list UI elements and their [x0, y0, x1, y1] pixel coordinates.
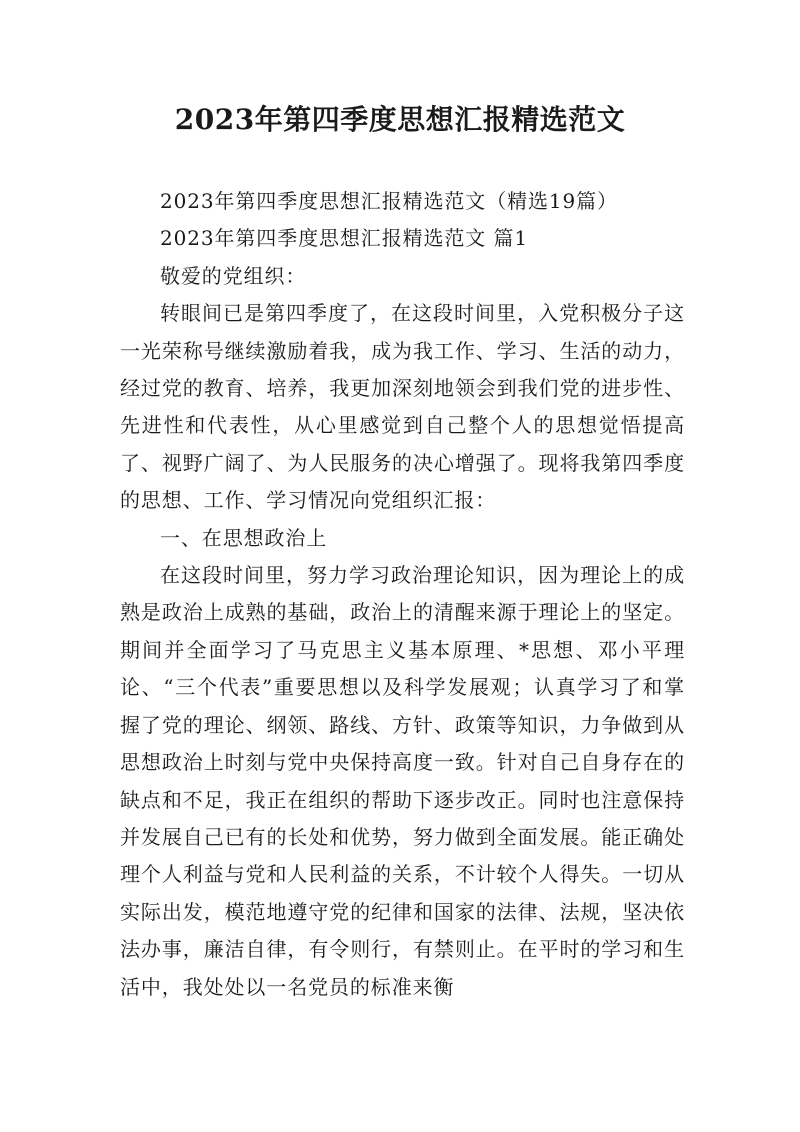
paragraph-section-heading: 2023年第四季度思想汇报精选范文 篇1: [160, 226, 528, 251]
document-body: [120, 183, 685, 1006]
document-title: 2023年第四季度思想汇报精选范文: [174, 103, 626, 136]
paragraph-subtitle: 2023年第四季度思想汇报精选范文（精选19篇）: [160, 189, 618, 213]
paragraph-intro: 转眼间已是第四季度了，在这段时间里，入党积极分子这一光荣称号继续激励着我，成为我工作、学习、生活的动力，经过党的教育、培养，我更加深刻地领会到我们党的进步性、先进性和代表性，从心里感觉到自己整个人的思想觉悟提高了、视野广阔了、为人民服务的决心增强了。现将我第四季度的思想、工作、学习情况向党组织汇报：: [120, 301, 685, 513]
paragraph-politics-body: 在这段时间里，努力学习政治理论知识，因为理论上的成熟是政治上成熟的基础，政治上的清醒来源于理论上的坚定。期间并全面学习了马克思主义基本原理、*思想、邓小平理论、“三个代表”重要思想以及科学发展观；认真学习了和掌握了党的理论、纲领、路线、方针、政策等知识，力争做到从思想政治上时刻与党中央保持高度一致。针对自己自身存在的缺点和不足，我正在组织的帮助下逐步改正。同时也注意保持并发展自己已有的长处和优势，努力做到全面发展。能正确处理个人利益与党和人民利益的关系，不计较个人得失。一切从实际出发，模范地遵守党的纪律和国家的法律、法规，坚决依法办事，廉洁自律，有令则行，有禁则止。在平时的学习和生活中，我处处以一名党员的标准来衡: [120, 563, 685, 999]
paragraph-heading-politics: 一、在思想政治上: [160, 525, 328, 550]
paragraph-salutation: 敬爱的党组织：: [160, 263, 307, 288]
